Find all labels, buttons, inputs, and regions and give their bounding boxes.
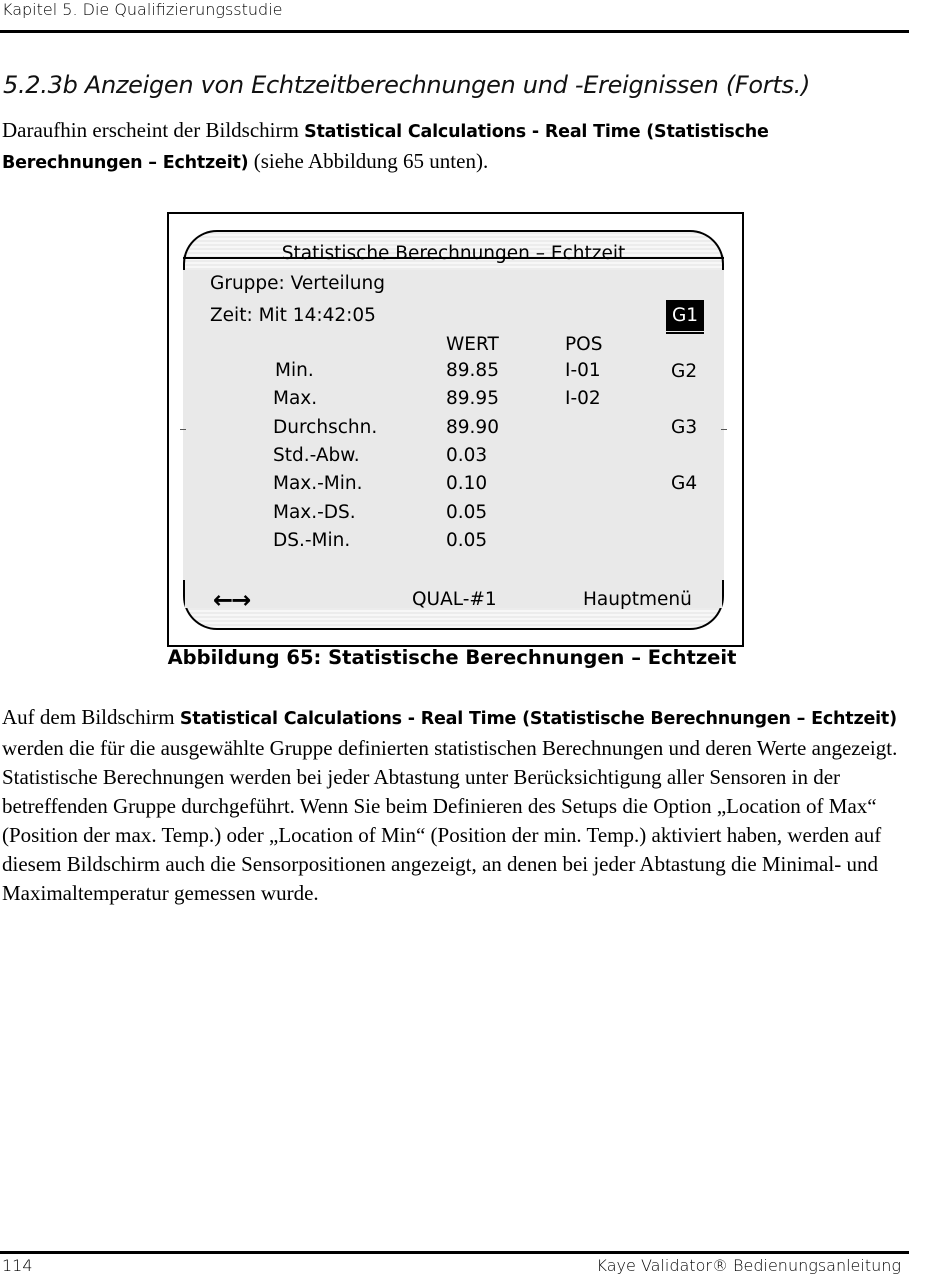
stat-row-value: 89.90 bbox=[446, 417, 499, 438]
running-head: Kapitel 5. Die Qualifizierungsstudie bbox=[2, 0, 283, 19]
stat-row-value: 0.03 bbox=[446, 445, 488, 466]
column-header-value: WERT bbox=[446, 334, 499, 355]
stat-row-label: Max.-DS. bbox=[273, 502, 356, 523]
stat-row-pos: I-01 bbox=[565, 360, 601, 381]
header-rule bbox=[0, 30, 909, 33]
stat-row-value: 0.10 bbox=[446, 473, 488, 494]
footer-rule bbox=[0, 1251, 909, 1254]
column-header-pos: POS bbox=[565, 334, 603, 355]
section-heading: 5.2.3b Anzeigen von Echtzeitberechnungen und -Ereignissen (Forts.) bbox=[3, 71, 811, 99]
screen-left-tick bbox=[180, 429, 186, 430]
intro-paragraph bbox=[2, 116, 902, 178]
stat-row-value: 0.05 bbox=[446, 502, 488, 523]
body-paragraph bbox=[2, 703, 907, 908]
intro-text-before: Daraufhin erscheint der Bildschirm bbox=[2, 118, 305, 142]
body-text-after: werden die für die ausgewählte Gruppe definierten statistischen Berechnungen und deren Werte angezeigt. Statistische Berechnungen werden bei jeder Abtastung unter Berücksichtigung aller Sensoren in der betreffenden Gruppe durchgeführt. Wenn Sie beim Definieren des Setups die Option „Location of Max“ (Position der max. Temp.) oder „Location of Min“ (Position der min. Temp.) aktiviert haben, werden auf diesem Bildschirm auch die Sensorpositionen angezeigt, an denen bei jeder Abtastung die Minimal- und Maximaltemperatur gemessen wurde. bbox=[2, 736, 898, 905]
stat-row-label: Durchschn. bbox=[273, 417, 378, 438]
manual-title: Kaye Validator® Bedienungsanleitung bbox=[596, 1256, 901, 1275]
stat-row-pos: I-02 bbox=[565, 388, 601, 409]
device-screen bbox=[183, 230, 724, 630]
stat-row-label: Std.-Abw. bbox=[273, 445, 360, 466]
group-g1-button[interactable]: G1 bbox=[666, 300, 704, 331]
qual-id-label: QUAL-#1 bbox=[412, 589, 497, 610]
intro-text-after: (siehe Abbildung 65 unten). bbox=[248, 149, 489, 173]
body-ui-term: Statistical Calculations - Real Time (Statistische Berechnungen – Echtzeit) bbox=[179, 709, 897, 729]
stat-row-label: Min. bbox=[275, 360, 314, 381]
stat-row-label: Max.-Min. bbox=[273, 473, 363, 494]
intro-ui-term: Statistical Calculations - Real Time (Statistische Berechnungen – Echtzeit) bbox=[2, 122, 769, 173]
screen-right-tick bbox=[721, 429, 727, 430]
stat-row-value: 89.95 bbox=[446, 388, 499, 409]
stat-row-label: DS.-Min. bbox=[273, 530, 351, 551]
group-g4-button[interactable]: G4 bbox=[671, 473, 698, 494]
stat-row-value: 89.85 bbox=[446, 360, 499, 381]
time-label: Zeit: Mit 14:42:05 bbox=[210, 305, 376, 326]
stat-row-label: Max. bbox=[273, 388, 318, 409]
main-menu-button[interactable]: Hauptmenü bbox=[583, 589, 692, 610]
body-text-before: Auf dem Bildschirm bbox=[2, 705, 180, 729]
page-number: 114 bbox=[2, 1256, 33, 1275]
stat-row-value: 0.05 bbox=[446, 530, 488, 551]
group-g1-underline bbox=[666, 332, 704, 334]
group-g2-button[interactable]: G2 bbox=[671, 361, 698, 382]
nav-arrows-icon[interactable]: ←→ bbox=[213, 586, 250, 614]
screen-title: Statistische Berechnungen – Echtzeit bbox=[281, 243, 626, 264]
group-g3-button[interactable]: G3 bbox=[671, 417, 698, 438]
group-label: Gruppe: Verteilung bbox=[210, 273, 385, 294]
figure-caption: Abbildung 65: Statistische Berechnungen – Echtzeit bbox=[167, 646, 737, 669]
